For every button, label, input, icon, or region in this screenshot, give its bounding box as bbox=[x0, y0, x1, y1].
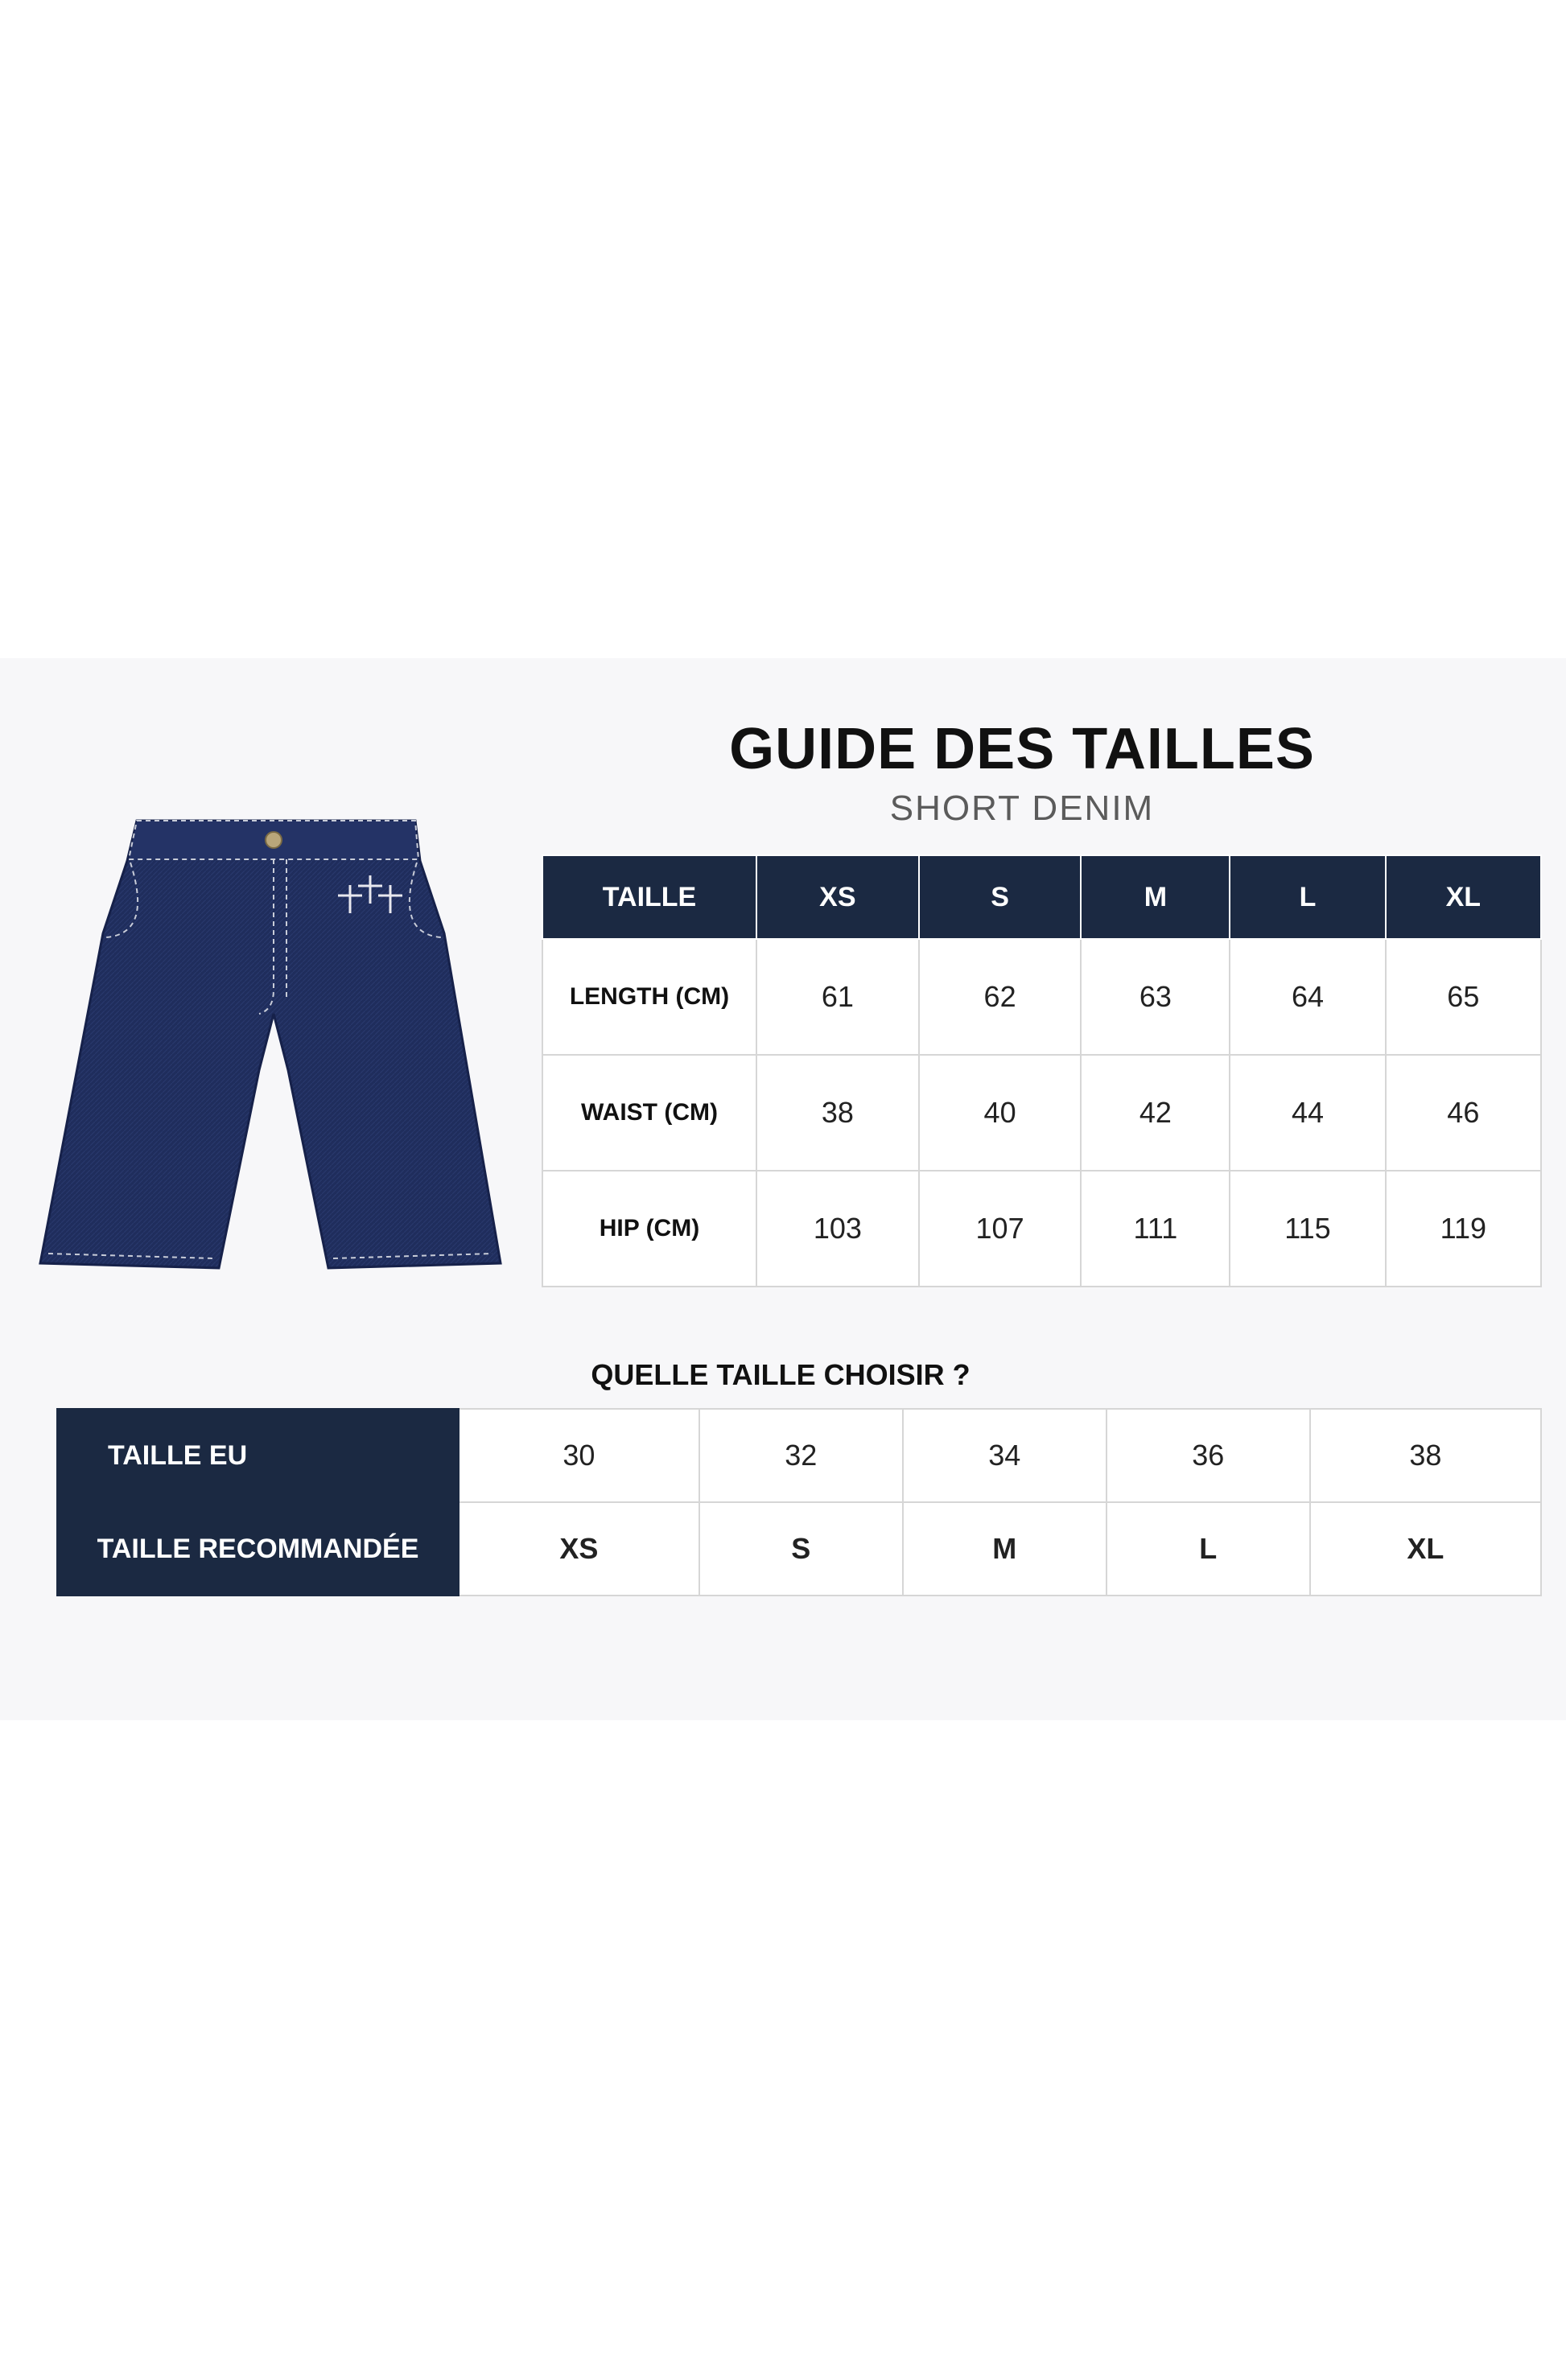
recommended-size-label: TAILLE RECOMMANDÉE bbox=[57, 1502, 459, 1596]
eu-size-label: TAILLE EU bbox=[57, 1409, 459, 1502]
guide-title: GUIDE DES TAILLES bbox=[729, 717, 1315, 781]
table-cell: 44 bbox=[1230, 1055, 1385, 1171]
table-row bbox=[542, 939, 1541, 1055]
table-cell: 65 bbox=[1386, 939, 1541, 1055]
table-cell: 36 bbox=[1107, 1409, 1310, 1502]
choose-size-heading: QUELLE TAILLE CHOISIR ? bbox=[591, 1358, 971, 1391]
header-cell: TAILLE bbox=[542, 855, 756, 939]
table-cell: XS bbox=[459, 1502, 699, 1596]
header-cell: XS bbox=[756, 855, 919, 939]
table-cell: 34 bbox=[903, 1409, 1107, 1502]
header-cell: M bbox=[1081, 855, 1230, 939]
row-label: HIP (CM) bbox=[542, 1171, 756, 1287]
table-cell: 30 bbox=[459, 1409, 699, 1502]
table-cell: 115 bbox=[1230, 1171, 1385, 1287]
table-cell: 103 bbox=[756, 1171, 919, 1287]
table-cell: 38 bbox=[1310, 1409, 1541, 1502]
table-cell: 40 bbox=[919, 1055, 1082, 1171]
table-cell: 42 bbox=[1081, 1055, 1230, 1171]
table-cell: S bbox=[699, 1502, 903, 1596]
table-cell: 119 bbox=[1386, 1171, 1541, 1287]
header-cell: XL bbox=[1386, 855, 1541, 939]
table-cell: L bbox=[1107, 1502, 1310, 1596]
guide-subtitle: SHORT DENIM bbox=[889, 789, 1155, 828]
size-measurements-table bbox=[542, 854, 1542, 1287]
table-cell: 32 bbox=[699, 1409, 903, 1502]
table-cell: 63 bbox=[1081, 939, 1230, 1055]
table-cell: 62 bbox=[919, 939, 1082, 1055]
table-row bbox=[542, 1055, 1541, 1171]
table-cell: 111 bbox=[1081, 1171, 1230, 1287]
table-cell: M bbox=[903, 1502, 1107, 1596]
table-cell: 38 bbox=[756, 1055, 919, 1171]
table-cell: 107 bbox=[919, 1171, 1082, 1287]
size-header-row bbox=[542, 855, 1541, 939]
table-cell: 64 bbox=[1230, 939, 1385, 1055]
header-cell: L bbox=[1230, 855, 1385, 939]
recommended-size-row bbox=[57, 1502, 1541, 1596]
header-cell: S bbox=[919, 855, 1082, 939]
row-label: LENGTH (CM) bbox=[542, 939, 756, 1055]
table-cell: XL bbox=[1310, 1502, 1541, 1596]
eu-size-row bbox=[57, 1409, 1541, 1502]
table-cell: 61 bbox=[756, 939, 919, 1055]
denim-shorts-image bbox=[32, 813, 515, 1279]
table-cell: 46 bbox=[1386, 1055, 1541, 1171]
size-conversion-table bbox=[56, 1408, 1542, 1596]
row-label: WAIST (CM) bbox=[542, 1055, 756, 1171]
table-row bbox=[542, 1171, 1541, 1287]
